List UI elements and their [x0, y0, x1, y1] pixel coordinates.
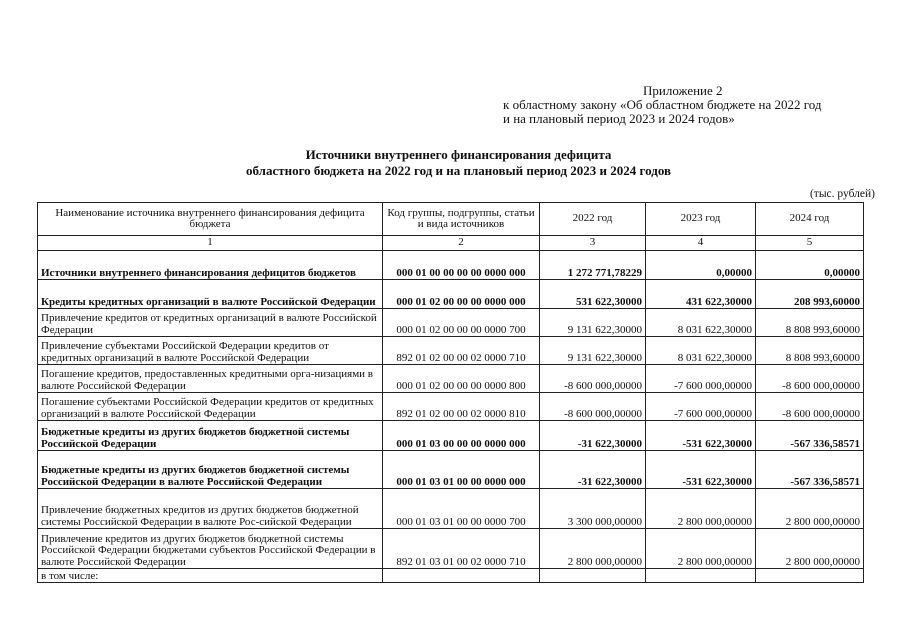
table-header-row [38, 203, 864, 236]
row-value-2024: -567 336,58571 [756, 451, 864, 489]
row-value-2024: 208 993,60000 [756, 280, 864, 309]
row-code: 000 01 03 00 00 00 0000 000 [383, 421, 540, 451]
row-value-2023: 8 031 622,30000 [646, 309, 756, 337]
row-name: Привлечение субъектами Российской Федерации кредитов от кредитных организаций в валюте Российской Федерации [38, 337, 383, 365]
header-2022: 2022 год [540, 203, 646, 236]
row-code: 892 01 02 00 00 02 0000 810 [383, 393, 540, 421]
row-value-2023: -7 600 000,00000 [646, 365, 756, 393]
row-value-2023: -531 622,30000 [646, 421, 756, 451]
row-code: 000 01 03 01 00 00 0000 700 [383, 489, 540, 529]
row-value-2024 [756, 569, 864, 583]
row-name: Привлечение бюджетных кредитов из других бюджетов бюджетной системы Российской Федерации в валюте Рос-сийской Федерации [38, 489, 383, 529]
row-code: 000 01 00 00 00 00 0000 000 [383, 251, 540, 280]
appendix-block [503, 84, 822, 126]
row-value-2024: -8 600 000,00000 [756, 393, 864, 421]
row-name: Бюджетные кредиты из других бюджетов бюджетной системы Российской Федерации в валюте Российской Федерации [38, 451, 383, 489]
row-value-2022 [540, 569, 646, 583]
header-code: Код группы, подгруппы, статьи и вида источников [383, 203, 540, 236]
row-value-2023: -531 622,30000 [646, 451, 756, 489]
header-2024: 2024 год [756, 203, 864, 236]
appendix-number: Приложение 2 [643, 83, 723, 98]
column-number-row [38, 236, 864, 251]
row-code: 892 01 02 00 00 02 0000 710 [383, 337, 540, 365]
document-title [0, 147, 903, 179]
row-value-2022: -31 622,30000 [540, 451, 646, 489]
appendix-law-ref-cont: и на плановый период 2023 и 2024 годов» [503, 111, 735, 126]
table-row [38, 337, 864, 365]
row-name: Погашение кредитов, предоставленных кредитными орга-низациями в валюте Российской Федерации [38, 365, 383, 393]
row-value-2023: 8 031 622,30000 [646, 337, 756, 365]
row-name: Бюджетные кредиты из других бюджетов бюджетной системы Российской Федерации [38, 421, 383, 451]
row-value-2024: -8 600 000,00000 [756, 365, 864, 393]
table-row [38, 365, 864, 393]
table-row [38, 451, 864, 489]
units-label: (тыс. рублей) [809, 188, 875, 200]
row-value-2022: 1 272 771,78229 [540, 251, 646, 280]
row-code: 000 01 02 00 00 00 0000 700 [383, 309, 540, 337]
row-code: 892 01 03 01 00 02 0000 710 [383, 529, 540, 569]
row-code: 000 01 02 00 00 00 0000 000 [383, 280, 540, 309]
row-value-2024: 8 808 993,60000 [756, 309, 864, 337]
table-row [38, 421, 864, 451]
row-value-2022: 9 131 622,30000 [540, 309, 646, 337]
row-value-2023: 0,00000 [646, 251, 756, 280]
header-name: Наименование источника внутреннего финансирования дефицита бюджета [38, 203, 383, 236]
row-value-2023: 2 800 000,00000 [646, 489, 756, 529]
title-line-1: Источники внутреннего финансирования дефицита [305, 147, 612, 162]
row-value-2023: -7 600 000,00000 [646, 393, 756, 421]
row-value-2022: 531 622,30000 [540, 280, 646, 309]
row-value-2024: 8 808 993,60000 [756, 337, 864, 365]
row-name: Привлечение кредитов от кредитных организаций в валюте Российской Федерации [38, 309, 383, 337]
row-value-2023: 2 800 000,00000 [646, 529, 756, 569]
table-row [38, 280, 864, 309]
financing-sources-table [37, 202, 864, 583]
table-row [38, 309, 864, 337]
row-value-2022: 2 800 000,00000 [540, 529, 646, 569]
col-number: 5 [756, 236, 864, 251]
row-value-2022: -31 622,30000 [540, 421, 646, 451]
header-2023: 2023 год [646, 203, 756, 236]
row-value-2023 [646, 569, 756, 583]
row-value-2022: 3 300 000,00000 [540, 489, 646, 529]
row-code [383, 569, 540, 583]
row-name: Источники внутреннего финансирования дефицитов бюджетов [38, 251, 383, 280]
row-value-2022: 9 131 622,30000 [540, 337, 646, 365]
table-row [38, 251, 864, 280]
col-number: 4 [646, 236, 756, 251]
row-value-2022: -8 600 000,00000 [540, 393, 646, 421]
row-name: Погашение субъектами Российской Федерации кредитов от кредитных организаций в валюте Российской Федерации [38, 393, 383, 421]
col-number: 1 [38, 236, 383, 251]
table-row [38, 529, 864, 569]
table-row [38, 489, 864, 529]
table-row [38, 393, 864, 421]
row-name: Кредиты кредитных организаций в валюте Российской Федерации [38, 280, 383, 309]
appendix-law-ref: к областному закону «Об областном бюджете на 2022 год [503, 97, 822, 112]
row-value-2024: 2 800 000,00000 [756, 529, 864, 569]
row-code: 000 01 02 00 00 00 0000 800 [383, 365, 540, 393]
row-code: 000 01 03 01 00 00 0000 000 [383, 451, 540, 489]
col-number: 2 [383, 236, 540, 251]
table-row [38, 569, 864, 583]
row-value-2024: 0,00000 [756, 251, 864, 280]
row-name: в том числе: [38, 569, 383, 583]
row-name: Привлечение кредитов из других бюджетов бюджетной системы Российской Федерации бюджетами субъектов Российской Федерации в валюте Российской Федерации [38, 529, 383, 569]
row-value-2022: -8 600 000,00000 [540, 365, 646, 393]
title-line-2: областного бюджета на 2022 год и на плановый период 2023 и 2024 годов [245, 163, 672, 178]
row-value-2024: 2 800 000,00000 [756, 489, 864, 529]
row-value-2023: 431 622,30000 [646, 280, 756, 309]
col-number: 3 [540, 236, 646, 251]
row-value-2024: -567 336,58571 [756, 421, 864, 451]
